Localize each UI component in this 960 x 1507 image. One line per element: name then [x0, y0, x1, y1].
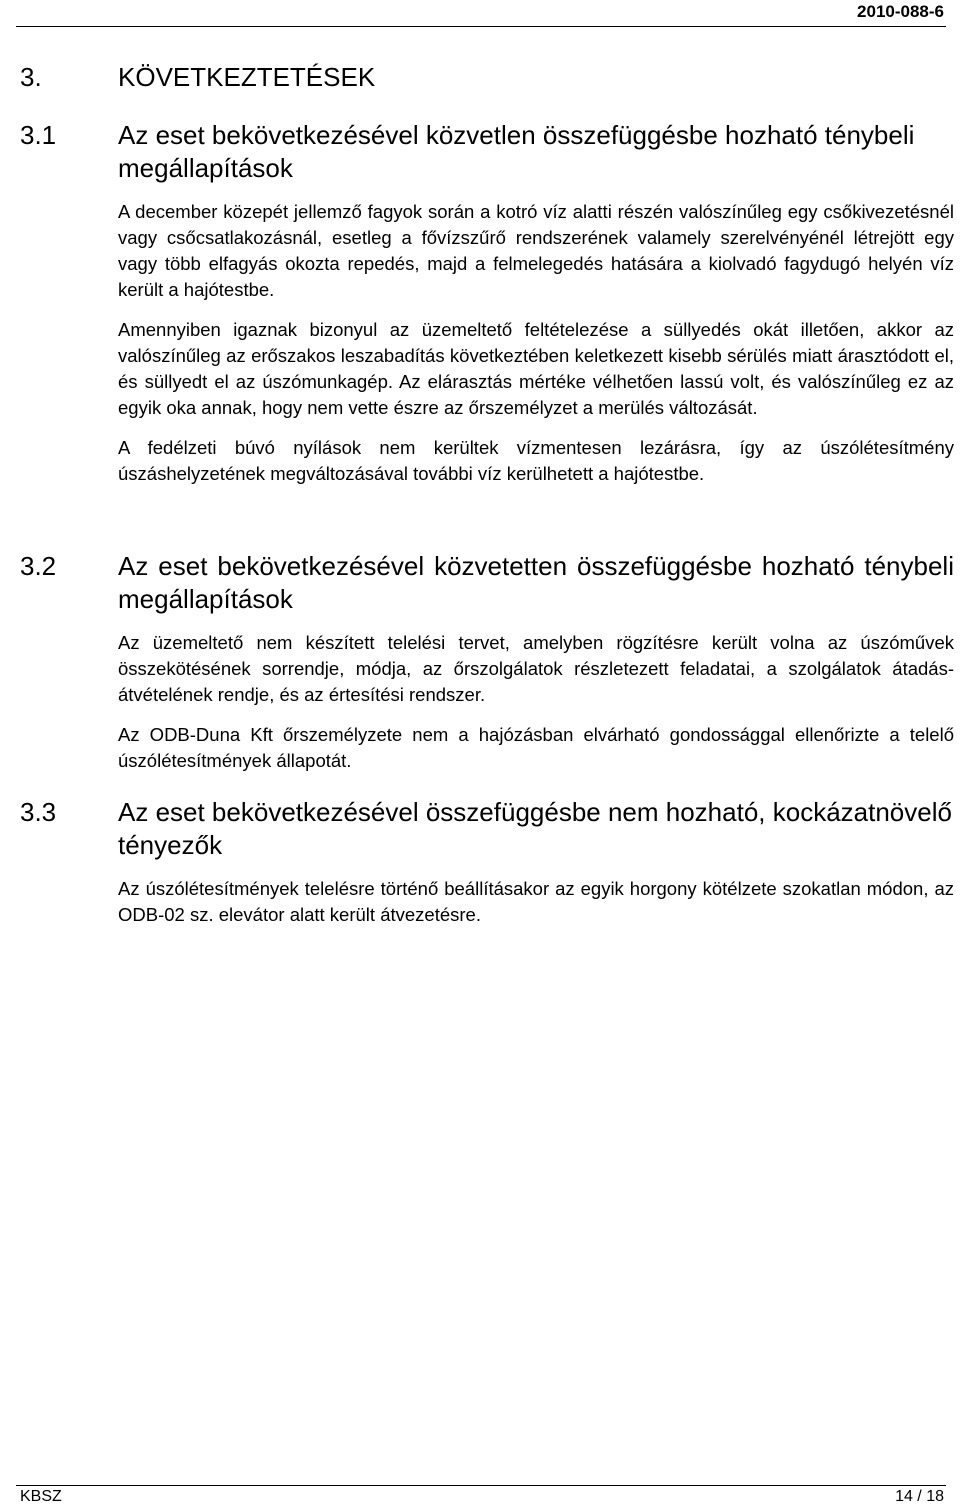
paragraph: A december közepét jellemző fagyok során a kotró víz alatti részén valószínűleg egy csőkivezetésnél vagy csőcsatlakozásnál, esetleg a fővízszűrő rendszerének valamely szerelvényénél létrejött egy vagy több elfagyás okozta repedés, majd a felmelegedés hatására a kiolvadó fagydugó helyén víz került a hajótestbe. [118, 201, 954, 300]
footer-org: KBSZ [20, 1488, 62, 1505]
section-number: 3.2 [20, 551, 57, 581]
section-heading [20, 796, 954, 862]
header-rule [16, 26, 946, 27]
chapter-number: 3. [20, 62, 42, 92]
section-3-3 [20, 796, 954, 942]
page-number: 14 / 18 [895, 1488, 944, 1505]
paragraph: Az ODB-Duna Kft őrszemélyzete nem a hajózásban elvárható gondossággal ellenőrizte a telelő úszólétesítmények állapotát. [118, 724, 954, 771]
section-3-1 [20, 119, 954, 501]
footer-rule [16, 1485, 946, 1486]
paragraph: Az úszólétesítmények telelésre történő beállításakor az egyik horgony kötélzete szokatlan módon, az ODB-02 sz. elevátor alatt került átvezetésre. [118, 878, 954, 925]
paragraph: Az üzemeltető nem készített telelési tervet, amelyben rögzítésre került volna az úszóművek összekötésének sorrendje, módja, az őrszolgálatok részletezett feladatai, a szolgálatok átadás-átvételének rendje, és az értesítési rendszer. [118, 632, 954, 705]
section-number: 3.1 [20, 120, 57, 150]
paragraph: Amennyiben igaznak bizonyul az üzemeltető feltételezése a süllyedés okát illetően, akkor az valószínűleg az erőszakos leszabadítás következtében keletkezett kisebb sérülés miatt árasztódott el, és süllyedt el az úszómunkagép. Az elárasztás mértéke vélhetően lassú volt, és valószínűleg ez az egyik oka annak, hogy nem vette észre az őrszemélyzet a merülés változását. [118, 319, 954, 418]
document-id: 2010-088-6 [857, 2, 944, 21]
section-title: Az eset bekövetkezésével összefüggésbe nem hozható, kockázatnövelő tényezők [118, 797, 952, 860]
section-heading [20, 550, 954, 616]
chapter-heading [20, 62, 375, 93]
section-3-2 [20, 550, 954, 788]
section-title: Az eset bekövetkezésével közvetetten összefüggésbe hozható ténybeli megállapítások [118, 551, 954, 614]
section-title: Az eset bekövetkezésével közvetlen összefüggésbe hozható ténybeli megállapítások [118, 120, 915, 183]
chapter-title: KÖVETKEZTETÉSEK [118, 62, 376, 92]
section-number: 3.3 [20, 797, 57, 827]
paragraph: A fedélzeti búvó nyílások nem kerültek vízmentesen lezárásra, így az úszólétesítmény úszáshelyzetének megváltozásával további víz kerülhetett a hajótestbe. [118, 437, 954, 484]
section-heading [20, 119, 954, 185]
